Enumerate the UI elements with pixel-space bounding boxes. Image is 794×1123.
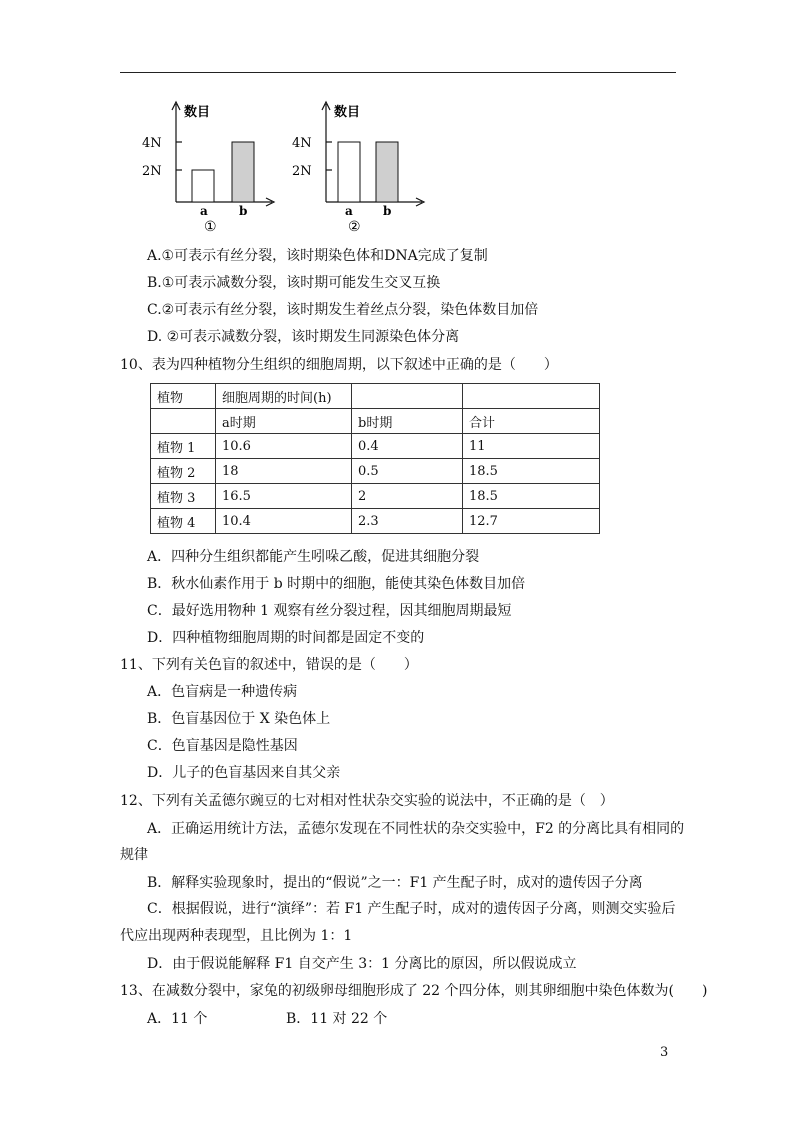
q11-option-c: C．色盲基因是隐性基因 [147,738,298,754]
x-tick-b: b [383,204,392,218]
q10-option-d: D．四种植物细胞周期的时间都是固定不变的 [147,630,425,646]
table-cell [463,384,600,409]
table-cell: 10.4 [216,509,352,534]
x-tick-b: b [239,204,248,218]
q13-stem: 13、在减数分裂中，家兔的初级卵母细胞形成了 22 个四分体，则其卵细胞中染色体数为( ) [120,983,708,999]
q12-option-c-line1: C．根据假说，进行“演绎”：若 F1 产生配子时，成对的遗传因子分离，则测交实验后 [147,901,676,917]
table-cell: 植物 [151,384,216,409]
q12-option-b: B．解释实验现象时，提出的“假说”之一：F1 产生配子时，成对的遗传因子分离 [147,875,643,891]
q13-option-b: B．11 对 22 个 [286,1011,388,1027]
table-cell: 细胞周期的时间(h) [216,384,352,409]
q11-option-d: D．儿子的色盲基因来自其父亲 [147,765,341,781]
y-axis-label: 数目 [334,105,361,120]
table-cell: 植物 3 [151,484,216,509]
table-header-row [151,384,600,409]
header-rule [120,72,676,73]
q12-option-c-line2: 代应出现两种表现型，且比例为 1：1 [120,928,353,944]
chart-caption: ① [204,219,217,233]
table-cell: 植物 2 [151,459,216,484]
table-row [151,484,600,509]
table-cell: a时期 [216,409,352,434]
table-cell: 合计 [463,409,600,434]
x-tick-a: a [200,204,208,218]
q9-option-c: C.②可表示有丝分裂，该时期发生着丝点分裂，染色体数目加倍 [147,302,539,318]
table-cell: 10.6 [216,434,352,459]
q12-option-d: D．由于假说能解释 F1 自交产生 3：1 分离比的原因，所以假说成立 [147,956,577,972]
bar-chart-2 [290,98,430,233]
q9-option-d: D. ②可表示减数分裂，该时期发生同源染色体分离 [147,329,460,345]
table-cell [352,384,463,409]
chart-caption: ② [348,219,361,233]
table-subheader-row [151,409,600,434]
q11-option-b: B．色盲基因位于 X 染色体上 [147,711,331,727]
bar-a [338,142,360,202]
table-cell: 0.4 [352,434,463,459]
bar-chart-1 [140,98,280,233]
y-axis-label: 数目 [184,105,211,120]
y-tick-2n: 2N [142,164,162,179]
table-row [151,434,600,459]
q10-stem: 10、表为四种植物分生组织的细胞周期，以下叙述中正确的是（ ） [120,357,558,373]
table-row [151,509,600,534]
y-tick-4n: 4N [142,136,162,151]
table-row [151,459,600,484]
table-cell: 2.3 [352,509,463,534]
y-tick-4n: 4N [292,136,312,151]
table-cell: 植物 1 [151,434,216,459]
q9-option-b: B.①可表示减数分裂，该时期可能发生交叉互换 [147,275,441,291]
table-cell: 16.5 [216,484,352,509]
q11-stem: 11、下列有关色盲的叙述中，错误的是（ ） [120,657,418,673]
y-tick-2n: 2N [292,164,312,179]
bar-b [376,142,398,202]
cell-cycle-table [150,383,600,534]
q12-option-a-line1: A．正确运用统计方法，孟德尔发现在不同性状的杂交实验中，F2 的分离比具有相同的 [147,821,685,837]
table-cell: 12.7 [463,509,600,534]
table-cell: 0.5 [352,459,463,484]
bar-b [232,142,254,202]
bar-a [192,170,214,202]
table-cell: 18.5 [463,484,600,509]
table-cell: 18.5 [463,459,600,484]
q10-option-c: C．最好选用物种 1 观察有丝分裂过程，因其细胞周期最短 [147,603,512,619]
table-cell: 11 [463,434,600,459]
q12-stem: 12、下列有关孟德尔豌豆的七对相对性状杂交实验的说法中，不正确的是（ ） [120,793,614,809]
table-cell: b时期 [352,409,463,434]
q10-option-b: B．秋水仙素作用于 b 时期中的细胞，能使其染色体数目加倍 [147,576,526,592]
q12-option-a-line2: 规律 [120,847,148,863]
page-number: 3 [660,1045,669,1060]
x-tick-a: a [345,204,353,218]
q9-option-a: A.①可表示有丝分裂，该时期染色体和DNA完成了复制 [147,248,488,264]
q11-option-a: A．色盲病是一种遗传病 [147,684,298,700]
table-cell: 18 [216,459,352,484]
table-cell [151,409,216,434]
q13-option-a: A．11 个 [147,1011,208,1027]
table-cell: 植物 4 [151,509,216,534]
q10-option-a: A．四种分生组织都能产生吲哚乙酸，促进其细胞分裂 [147,549,480,565]
table-cell: 2 [352,484,463,509]
